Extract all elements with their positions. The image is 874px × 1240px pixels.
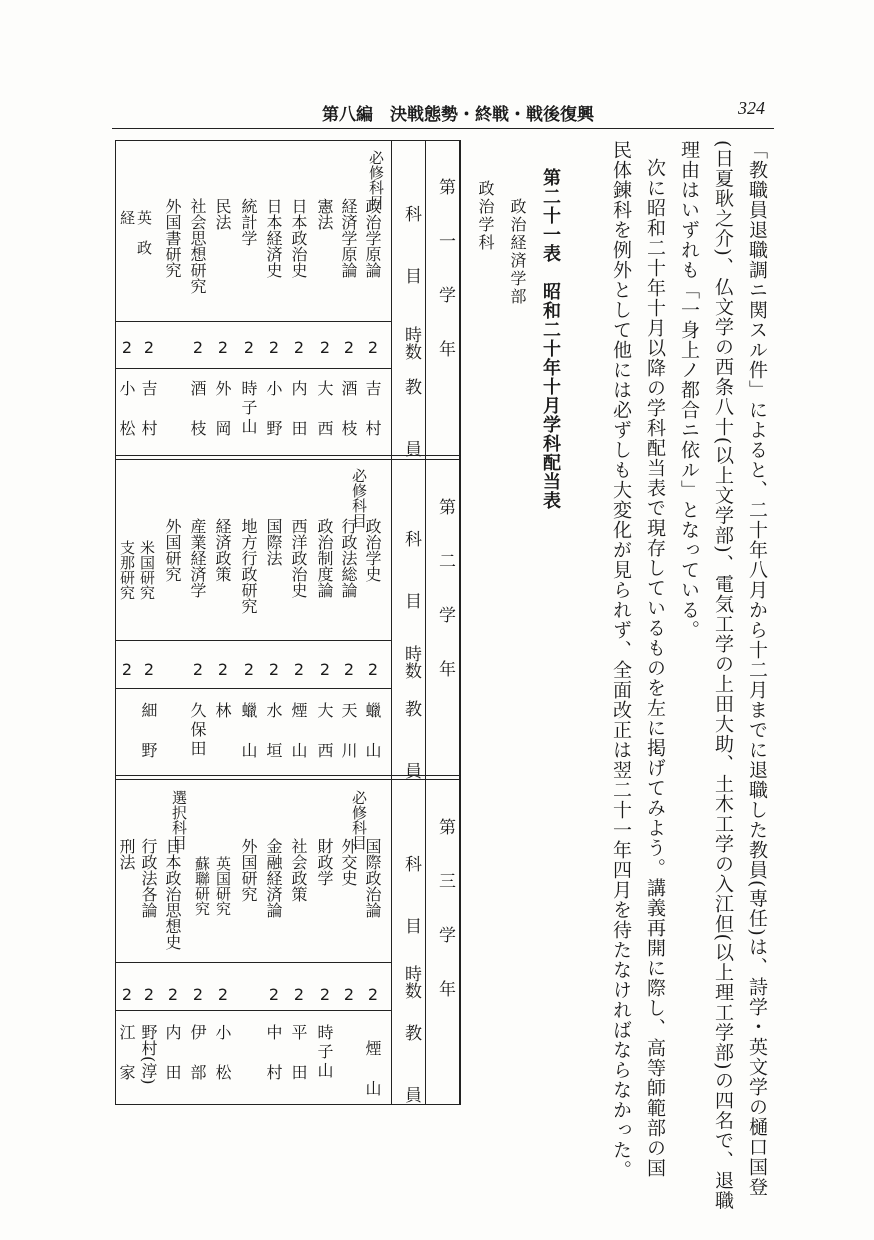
hours: 2 xyxy=(319,660,331,679)
hours: 2 xyxy=(143,985,155,1004)
teacher: 時子山 xyxy=(239,380,258,437)
hours: 2 xyxy=(192,660,204,679)
hours: 2 xyxy=(268,660,280,679)
body-line-4: 次に昭和二十年十月以降の学科配当表で現存しているものを左に掲げてみよう。講義再開に際し、高等師範部の国 xyxy=(644,158,666,1178)
teacher: 煙山 xyxy=(363,1040,382,1120)
hours: 2 xyxy=(243,660,255,679)
hours: 2 xyxy=(293,660,305,679)
teacher: 小松 xyxy=(117,380,136,460)
hours: 2 xyxy=(343,660,355,679)
body-line-1: 「教職員退職調ニ関スル件」によると、二十年八月から十二月までに退職した教員(専任)は、詩学・英文学の樋口国登 xyxy=(746,140,768,1197)
subject: 経済政策 xyxy=(213,518,232,582)
teacher: 煙山 xyxy=(289,702,308,782)
subject: 日本経済史 xyxy=(264,198,283,278)
hours: 2 xyxy=(217,338,229,357)
col-teacher-2: 教 員 xyxy=(401,700,421,793)
col-hours-2: 時数 xyxy=(401,645,421,679)
hours: 2 xyxy=(143,660,155,679)
subject: 政治学原論 xyxy=(363,198,382,278)
teacher: 伊部 xyxy=(188,1024,207,1104)
subject: 憲法 xyxy=(315,198,334,230)
subject-sub-note: 米国研究 xyxy=(138,540,156,600)
body-line-2: (日夏耿之介)、仏文学の西条八十(以上文学部)、電気工学の上田大助、土木工学の入江但(以上理工学部)の四名で、退職 xyxy=(712,140,734,1211)
subject: 国際法 xyxy=(264,518,283,566)
hours: 2 xyxy=(121,985,133,1004)
teacher: 大西 xyxy=(315,380,334,460)
subject: 日本政治史 xyxy=(289,198,308,278)
teacher: 細野 xyxy=(139,702,158,782)
teacher: 天川 xyxy=(339,702,358,782)
hours: 2 xyxy=(268,338,280,357)
header-rule xyxy=(112,128,774,129)
subject: 社会思想研究 xyxy=(188,198,207,294)
col-subject-2: 科 目 xyxy=(401,530,421,623)
subject: 民法 xyxy=(213,198,232,230)
hours: 2 xyxy=(121,660,133,679)
hours: 2 xyxy=(293,338,305,357)
hours: 2 xyxy=(268,985,280,1004)
teacher: 野村(淳) xyxy=(139,1024,158,1085)
hours: 2 xyxy=(143,338,155,357)
teacher: 内田 xyxy=(163,1024,182,1104)
hours: 2 xyxy=(293,985,305,1004)
hours: 2 xyxy=(367,660,379,679)
hours: 2 xyxy=(217,660,229,679)
teacher: 酒枝 xyxy=(188,380,207,460)
hours: 2 xyxy=(217,985,229,1004)
year-1-label: 第 一 学 年 xyxy=(435,178,455,367)
col-hours-3: 時数 xyxy=(401,965,421,999)
col-teacher-1: 教 員 xyxy=(401,378,421,471)
subject: 社会政策 xyxy=(289,838,308,902)
year-2-category: 必修科目 xyxy=(350,468,368,528)
subject: 外国書研究 xyxy=(163,198,182,278)
teacher: 蠟山 xyxy=(239,702,258,782)
hours: 2 xyxy=(343,985,355,1004)
year-3-label: 第 三 学 年 xyxy=(435,818,455,1007)
hours: 2 xyxy=(367,338,379,357)
teacher: 林 xyxy=(213,702,232,718)
col-subject-1: 科 目 xyxy=(401,205,421,298)
teacher: 江家 xyxy=(117,1024,136,1104)
subject-sub-note: 英 政 経 xyxy=(118,210,153,255)
year-2-label: 第 二 学 年 xyxy=(435,498,455,687)
year-3-category-required: 必修科目 xyxy=(350,790,368,850)
col-hours-1: 時数 xyxy=(401,326,421,360)
col-subject-3: 科 目 xyxy=(401,855,421,948)
hours: 2 xyxy=(319,338,331,357)
teacher: 大西 xyxy=(315,702,334,782)
hours: 2 xyxy=(192,338,204,357)
year-3-category-elective: 選択科目 xyxy=(170,790,188,850)
faculty-name: 政治経済学部 xyxy=(508,198,527,306)
teacher: 小松 xyxy=(213,1024,232,1104)
table-title: 第二十一表 昭和二十年十月学科配当表 xyxy=(540,168,561,510)
elective-subject: 刑法 xyxy=(117,838,136,870)
teacher: 外岡 xyxy=(213,380,232,460)
subject: 政治学史 xyxy=(363,518,382,582)
elective-subject: 日本政治思想史 xyxy=(163,838,182,950)
hours: 2 xyxy=(167,985,179,1004)
teacher: 蠟山 xyxy=(363,702,382,782)
body-line-3: 理由はいずれも「一身上ノ都合ニ依ル」となっている。 xyxy=(678,140,700,640)
teacher: 久保田 xyxy=(188,702,207,759)
hours: 2 xyxy=(343,338,355,357)
hours: 2 xyxy=(319,985,331,1004)
subject: 産業経済学 xyxy=(188,518,207,598)
subject: 国際政治論 xyxy=(363,838,382,918)
teacher: 時子山 xyxy=(315,1024,334,1081)
teacher: 中村 xyxy=(264,1024,283,1104)
hours: 2 xyxy=(243,338,255,357)
page-number: 324 xyxy=(738,98,765,118)
subject: 統計学 xyxy=(239,198,258,246)
teacher: 吉村 xyxy=(139,380,158,460)
subject: 金融経済論 xyxy=(264,838,283,918)
teacher: 水垣 xyxy=(264,702,283,782)
teacher: 吉村 xyxy=(363,380,382,460)
subject: 経済学原論 xyxy=(339,198,358,278)
subject: 行政法総論 xyxy=(339,518,358,598)
subject-sub-note: 蘇聯研究 xyxy=(193,856,211,916)
subject: 外国研究 xyxy=(239,838,258,902)
subject: 外国研究 xyxy=(163,518,182,582)
running-title: 第八編 決戦態勢・終戦・戦後復興 xyxy=(322,105,594,125)
teacher: 小野 xyxy=(264,380,283,460)
year-1-category: 必修科目 xyxy=(367,150,385,210)
subject: 西洋政治史 xyxy=(289,518,308,598)
subject: 外交史 xyxy=(339,838,358,886)
teacher: 平田 xyxy=(289,1024,308,1104)
body-line-5: 民体錬科を例外として他には必ずしも大変化が見られず、全面改正は翌二十一年四月を待たなければならなかった。 xyxy=(610,140,632,1180)
subject: 財政学 xyxy=(315,838,334,886)
teacher: 酒枝 xyxy=(339,380,358,460)
elective-subject: 行政法各論 xyxy=(139,838,158,918)
hours: 2 xyxy=(367,985,379,1004)
subject-sub-note: 支那研究 xyxy=(118,540,136,600)
col-teacher-3: 教 員 xyxy=(401,1024,421,1117)
subject-sub-note: 英国研究 xyxy=(214,856,232,916)
subject: 政治制度論 xyxy=(315,518,334,598)
hours: 2 xyxy=(121,338,133,357)
hours: 2 xyxy=(192,985,204,1004)
department-name: 政治学科 xyxy=(476,180,495,252)
teacher: 内田 xyxy=(289,380,308,460)
subject: 地方行政研究 xyxy=(239,518,258,614)
